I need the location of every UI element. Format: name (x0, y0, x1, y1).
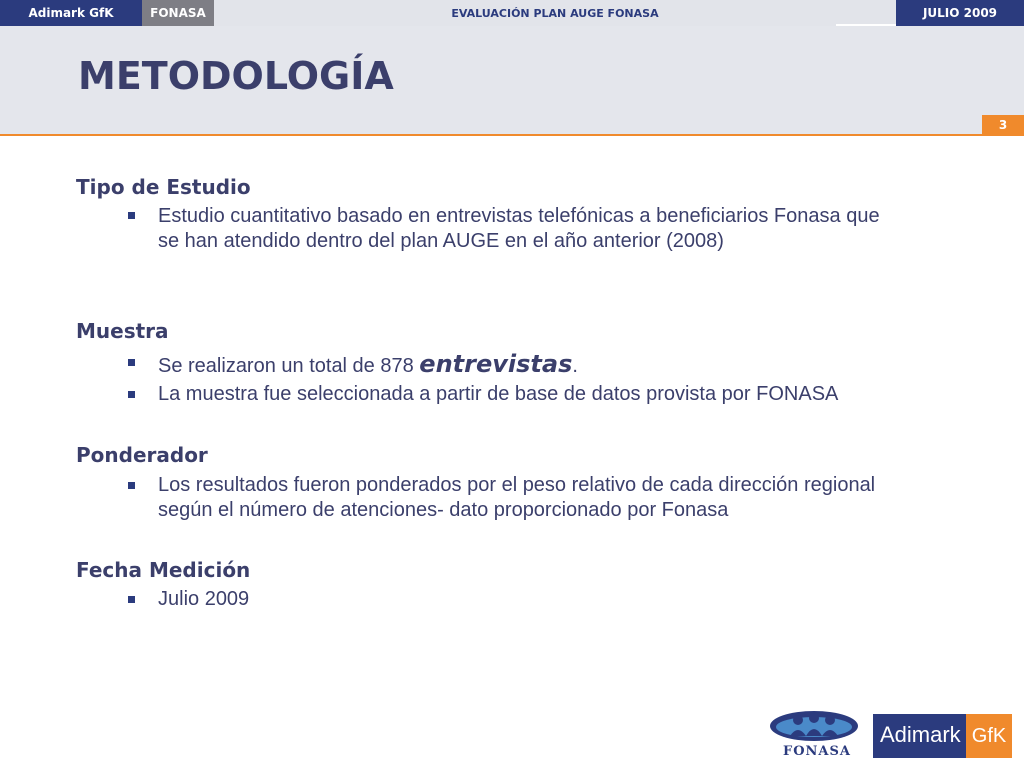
bullet-marker (128, 482, 135, 489)
header-company-label: Adimark GfK (0, 0, 142, 26)
bullet-text-fecha: Julio 2009 (158, 588, 250, 610)
top-header-bar (0, 0, 1024, 26)
section-heading-tipo: Tipo de Estudio (76, 175, 251, 199)
header-project-title: EVALUACIÓN PLAN AUGE FONASA (451, 6, 659, 20)
bullet-marker (128, 212, 135, 219)
bullet-text: . (572, 355, 578, 377)
bullet-text-muestra-total (158, 350, 988, 379)
bullet-text-tipo (158, 204, 988, 254)
bullet-line: Estudio cuantitativo basado en entrevistas telefónicas a beneficiarios Fonasa que (158, 205, 880, 227)
header-client-label: FONASA (142, 0, 214, 26)
slide-title: METODOLOGÍA (78, 54, 394, 98)
adimark-logo-text: Adimark (880, 722, 961, 747)
page-number-badge: 3 (982, 115, 1024, 134)
gfk-logo-box: GfK (966, 714, 1012, 758)
section-heading-fecha: Fecha Medición (76, 558, 251, 582)
bullet-marker (128, 596, 135, 603)
bullet-marker (128, 391, 135, 398)
bullet-line: se han atendido dentro del plan AUGE en el año anterior (2008) (158, 230, 724, 252)
bullet-text: Se realizaron un total de 878 (158, 355, 420, 377)
fonasa-logo-text: FONASA (783, 744, 851, 759)
title-underline (0, 134, 1024, 136)
bullet-line: según el número de atenciones- dato proporcionado por Fonasa (158, 499, 729, 521)
section-heading-muestra: Muestra (76, 319, 169, 343)
bullet-marker (128, 359, 135, 366)
bullet-text-ponderador (158, 473, 988, 523)
bullet-line: Los resultados fueron ponderados por el peso relativo de cada dirección regional (158, 474, 876, 496)
header-date-label: JULIO 2009 (896, 0, 1024, 26)
bullet-text-muestra-base: La muestra fue seleccionada a partir de base de datos provista por FONASA (158, 383, 839, 405)
section-heading-ponderador: Ponderador (76, 443, 208, 467)
emphasis-text: entrevistas (419, 350, 573, 378)
